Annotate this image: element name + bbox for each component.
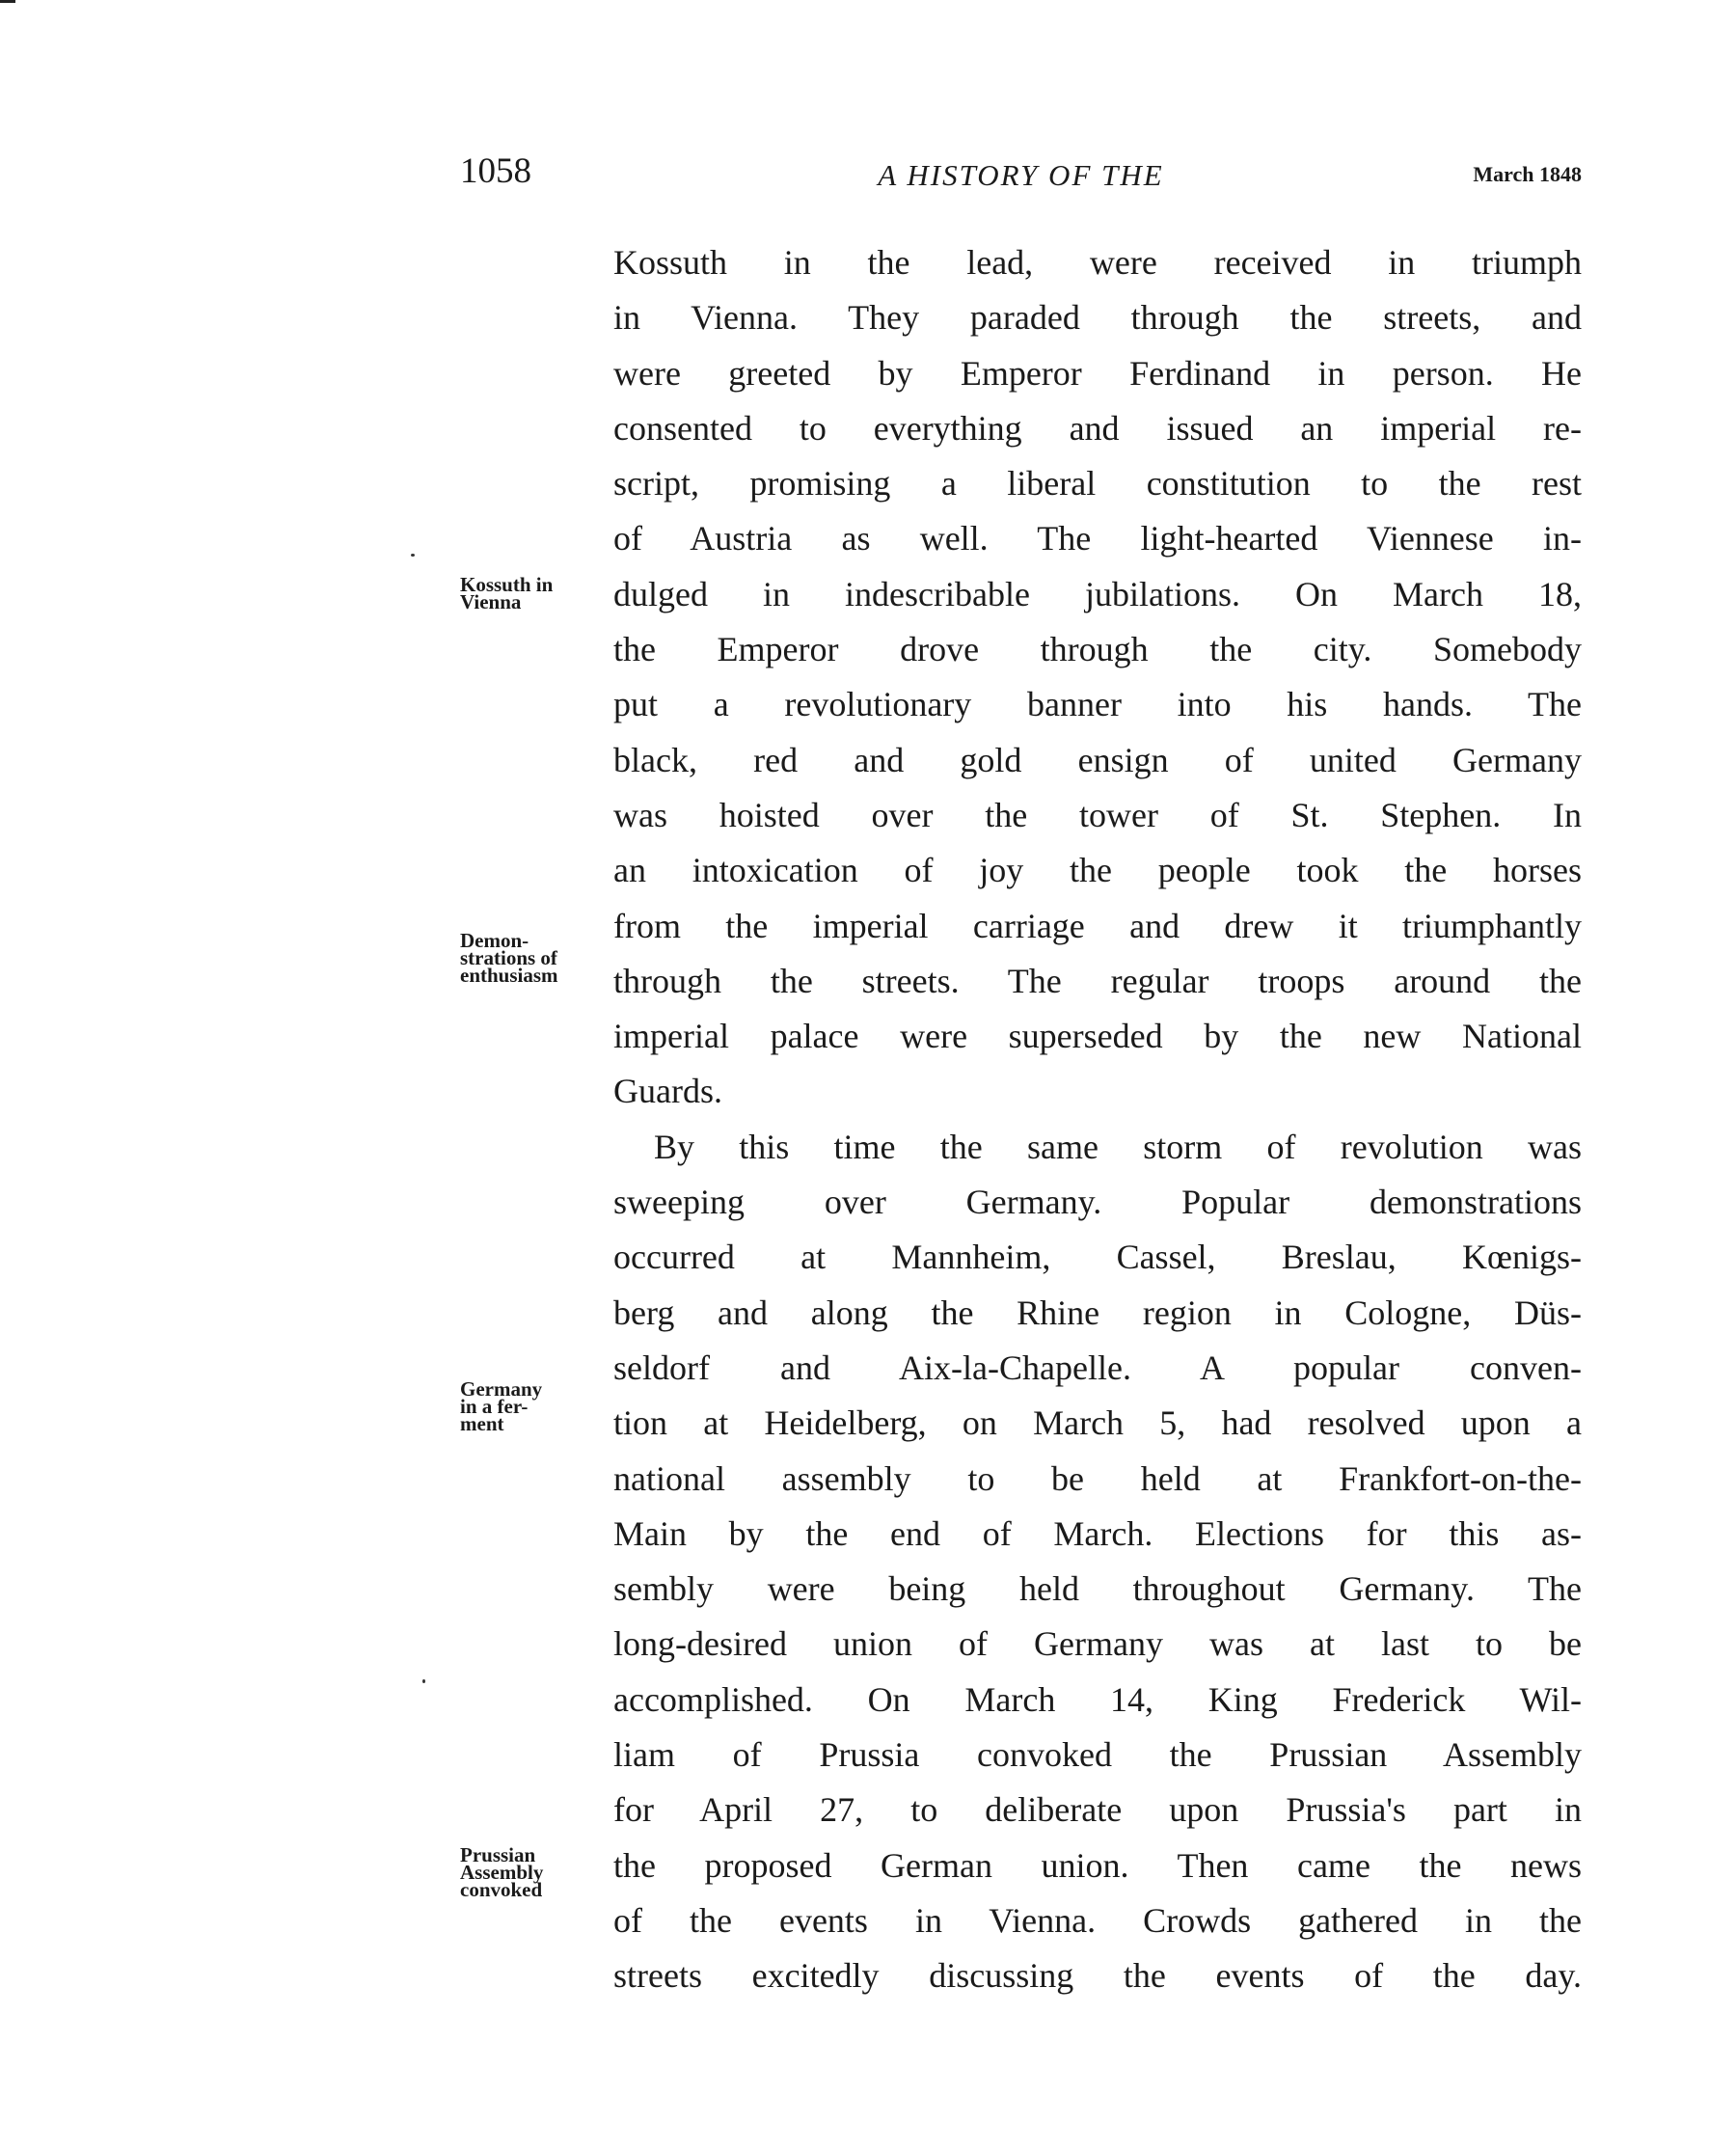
text-line: of Austria as well. The light-hearted Viennese in- (613, 519, 1582, 558)
side-note-kossuth-in-vienna (460, 573, 554, 613)
text-line: from the imperial carriage and drew it triumphantly (613, 906, 1582, 945)
text-line: put a revolutionary banner into his hands. The (613, 685, 1582, 724)
text-line: an intoxication of joy the people took the horses (613, 851, 1582, 890)
text-line: in Vienna. They paraded through the streets, and (613, 298, 1582, 338)
text-line: black, red and gold ensign of united Germany (613, 740, 1582, 779)
side-note-line: Demon- (460, 929, 529, 952)
text-line: dulged in indescribable jubilations. On March 18, (613, 574, 1582, 613)
text-line: for April 27, to deliberate upon Prussia's part in (613, 1790, 1582, 1830)
text-line: script, promising a liberal constitution to the rest (613, 464, 1582, 504)
scan-corner-mark (0, 0, 15, 3)
page-number: 1058 (460, 151, 531, 191)
text-line: imperial palace were superseded by the new National (613, 1017, 1582, 1056)
side-note-germany-in-ferment (460, 1377, 543, 1435)
text-line: accomplished. On March 14, King Frederick Wil- (613, 1679, 1582, 1719)
side-note-prussian-assembly (460, 1843, 544, 1901)
text-line: Kossuth in the lead, were received in triumph (613, 243, 1582, 282)
side-note-line: Assembly (460, 1861, 544, 1884)
side-note-line: in a fer- (460, 1395, 529, 1418)
text-line: long-desired union of Germany was at last to be (613, 1624, 1582, 1664)
text-line: was hoisted over the tower of St. Stephen. In (613, 795, 1582, 834)
text-line: berg and along the Rhine region in Cologne, Düs- (613, 1293, 1582, 1332)
text-line: national assembly to be held at Frankfort-on-the- (613, 1458, 1582, 1498)
text-line: liam of Prussia convoked the Prussian Assembly (613, 1735, 1582, 1775)
text-line: sweeping over Germany. Popular demonstrations (613, 1183, 1582, 1222)
text-line: consented to everything and issued an imperial re- (613, 408, 1582, 448)
side-note-line: strations of (460, 946, 557, 969)
text-line: the proposed German union. Then came the news (613, 1845, 1582, 1885)
scan-speck (411, 554, 415, 557)
side-note-line: Germany (460, 1377, 543, 1401)
text-line: the Emperor drove through the city. Somebody (613, 630, 1582, 669)
scan-speck (422, 1679, 425, 1683)
side-note-line: enthusiasm (460, 964, 558, 987)
text-line: Guards. (613, 1072, 722, 1111)
side-note-line: ment (460, 1412, 504, 1435)
page-header (460, 150, 1582, 199)
running-title: A HISTORY OF THE (878, 158, 1164, 192)
text-line: through the streets. The regular troops around the (613, 961, 1582, 1000)
side-note-line: convoked (460, 1878, 543, 1901)
body-text (613, 235, 1582, 2004)
text-line: seldorf and Aix-la-Chapelle. A popular conven- (613, 1348, 1582, 1387)
text-line: were greeted by Emperor Ferdinand in person. He (613, 353, 1582, 393)
text-line: occurred at Mannheim, Cassel, Breslau, Kœnigs- (613, 1238, 1582, 1277)
side-note-line: Prussian (460, 1843, 536, 1866)
header-date: March 1848 (1473, 162, 1582, 186)
text-line: of the events in Vienna. Crowds gathered in the (613, 1900, 1582, 1940)
text-line: sembly were being held throughout Germany. The (613, 1569, 1582, 1609)
side-note-demonstrations (460, 929, 558, 987)
text-line: By this time the same storm of revolution was (654, 1127, 1582, 1166)
text-line: streets excitedly discussing the events of the day. (613, 1956, 1582, 1996)
side-note-line: Vienna (460, 590, 522, 613)
text-line: tion at Heidelberg, on March 5, had resolved upon a (613, 1403, 1582, 1443)
side-note-line: Kossuth in (460, 573, 554, 596)
text-line: Main by the end of March. Elections for this as- (613, 1513, 1582, 1553)
